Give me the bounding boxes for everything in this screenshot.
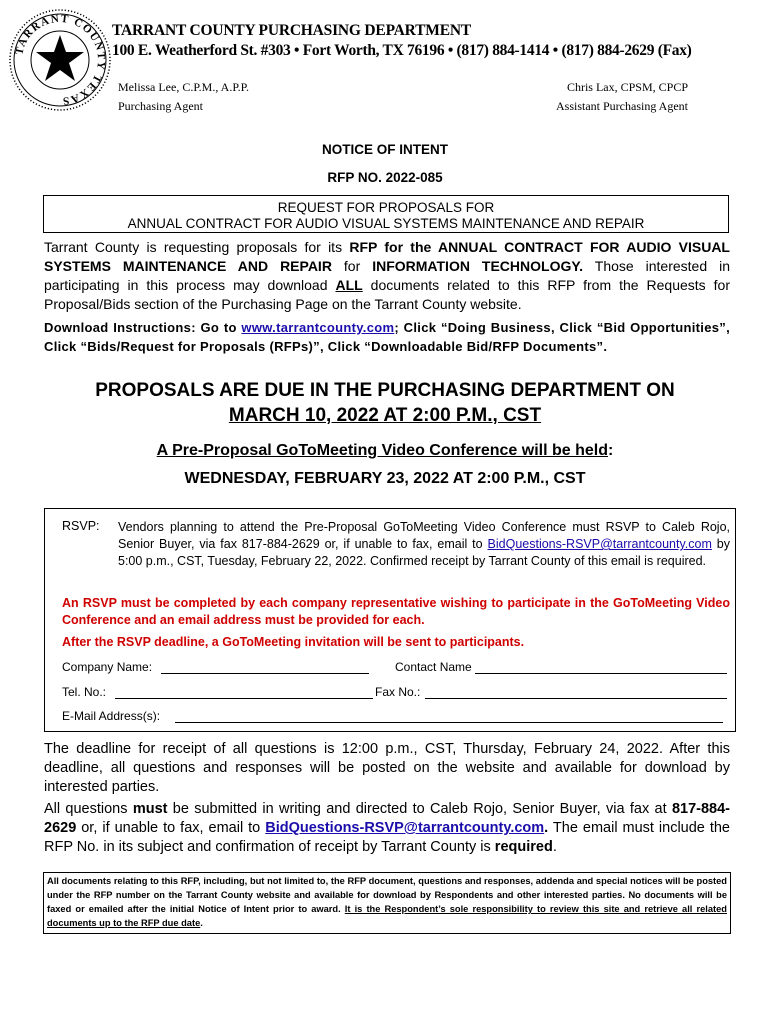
proposal-due-notice [0, 378, 770, 428]
questions-text: be submitted in writing and directed to Caleb Rojo, Senior Buyer, via fax at [167, 801, 672, 817]
contact-name-label: Contact Name [395, 660, 472, 674]
intro-all-emphasis: ALL [335, 277, 363, 293]
company-name-field[interactable] [161, 673, 369, 674]
footer-responsibility-note: It is the Respondent’s sole responsibility to review this site and retrieve all related documents up to the RFP due date [47, 904, 727, 928]
rfp-number: RFP NO. 2022-085 [327, 170, 443, 185]
questions-deadline-paragraph: The deadline for receipt of all questions is 12:00 p.m., CST, Thursday, February 24, 2022. After this deadline, all questions and responses will be posted on the website and available for download by interested parties. [44, 741, 730, 795]
intro-text: documents related to this RFP from the Requests for Proposal/Bids section of the Purchasing Page on the Tarrant County website. [44, 277, 730, 312]
questions-text: or, if unable to fax, email to [76, 820, 266, 836]
questions-text: The email must include the RFP No. in its subject and confirmation of receipt by Tarrant County is [44, 820, 731, 855]
purchasing-agent-name: Melissa Lee, C.P.M., A.P.P. [118, 80, 250, 94]
assistant-agent-name: Chris Lax, CPSM, CPCP [566, 80, 688, 94]
intro-text: Those interested in participating in this process may download [44, 258, 730, 293]
footer-disclaimer-box [43, 872, 731, 934]
questions-text: All questions [44, 801, 133, 817]
download-instructions [44, 318, 730, 356]
questions-must: must [132, 801, 168, 817]
rsvp-instructions [118, 519, 730, 570]
intro-department: INFORMATION TECHNOLOGY. [372, 258, 584, 274]
questions-text: . [552, 839, 557, 855]
email-address-field[interactable] [175, 722, 723, 723]
tel-label: Tel. No.: [62, 685, 107, 699]
questions-fax-number: 817-884-2629 [44, 801, 730, 836]
department-address: 100 E. Weatherford St. #303 • Fort Worth, TX 76196 • (817) 884-1414 • (817) 884-2629 (Fax) [112, 42, 692, 59]
download-label: Download Instructions: Go to [44, 320, 242, 335]
rsvp-label: RSVP: [62, 519, 100, 533]
rsvp-text: by 5:00 p.m., CST, Tuesday, February 22, 2022. Confirmed receipt by Tarrant County of this email is required. [118, 537, 731, 568]
preproposal-date: WEDNESDAY, FEBRUARY 23, 2022 AT 2:00 P.M., CST [184, 470, 586, 487]
county-seal-logo [8, 8, 112, 112]
email-address-label: E-Mail Address(s): [62, 709, 161, 723]
questions-required: required [494, 839, 553, 855]
purchasing-agent-block [118, 78, 249, 116]
svg-text:TARRANT COUNTY TEXAS: TARRANT COUNTY TEXAS [13, 12, 108, 108]
company-name-label: Company Name: [62, 660, 153, 674]
rsvp-text: Vendors planning to attend the Pre-Proposal GoToMeeting Video Conference must RSVP to Caleb Rojo, Senior Buyer, via fax 817-884-2629 or, if unable to fax, email to [118, 520, 730, 551]
footer-text: All documents relating to this RFP, including, but not limited to, the RFP document, questions and responses, addenda and special notices will be posted under the RFP number on the Tarrant County website and available for download by Respondents and other interested parties. No documents will be faxed or emailed after the initial Notice of Intent prior to award. [47, 876, 727, 914]
fax-field[interactable] [425, 698, 727, 699]
due-date: MARCH 10, 2022 AT 2:00 P.M., CST [228, 405, 542, 426]
intro-paragraph [44, 238, 730, 314]
questions-submission-paragraph [44, 800, 730, 857]
rsvp-email-link[interactable]: BidQuestions-RSVP@tarrantcounty.com [487, 537, 712, 551]
intro-rfp-name: RFP for the ANNUAL CONTRACT FOR AUDIO VISUAL SYSTEMS MAINTENANCE AND REPAIR [44, 239, 730, 274]
due-line1: PROPOSALS ARE DUE IN THE PURCHASING DEPARTMENT ON [95, 380, 675, 401]
assistant-agent-block [556, 78, 688, 116]
fax-label: Fax No.: [375, 685, 421, 699]
assistant-agent-title: Assistant Purchasing Agent [556, 99, 688, 113]
rfp-title-box [43, 195, 729, 233]
questions-email-link[interactable]: BidQuestions-RSVP@tarrantcounty.com [265, 820, 545, 836]
notice-title: NOTICE OF INTENT [322, 142, 448, 157]
intro-text: for [331, 258, 373, 274]
contact-name-field[interactable] [475, 673, 727, 674]
preproposal-title: A Pre-Proposal GoToMeeting Video Conference will be held [156, 442, 608, 459]
rfp-title-line1: REQUEST FOR PROPOSALS FOR [277, 200, 495, 215]
preproposal-colon: : [608, 442, 614, 459]
department-name: TARRANT COUNTY PURCHASING DEPARTMENT [112, 22, 471, 39]
rsvp-requirement-warning: An RSVP must be completed by each company representative wishing to participate in the GoToMeeting Video Conference and an email address must be provided for each. [62, 596, 730, 627]
questions-period: . [544, 820, 549, 836]
intro-text: Tarrant County is requesting proposals for its [44, 239, 350, 255]
purchasing-agent-title: Purchasing Agent [118, 99, 203, 113]
rsvp-deadline-note: After the RSVP deadline, a GoToMeeting invitation will be sent to participants. [62, 635, 525, 649]
footer-period: . [200, 918, 203, 928]
rsvp-box [44, 508, 736, 732]
preproposal-heading [0, 442, 770, 460]
tel-field[interactable] [115, 698, 373, 699]
rfp-title-line2: ANNUAL CONTRACT FOR AUDIO VISUAL SYSTEMS MAINTENANCE AND REPAIR [127, 216, 645, 231]
download-steps: ; Click “Doing Business, Click “Bid Opportunities”, Click “Bids/Request for Proposals (RFPs)”, Click “Downloadable Bid/RFP Documents”. [44, 320, 730, 354]
website-link[interactable]: www.tarrantcounty.com [241, 320, 395, 335]
star-icon [36, 35, 84, 81]
